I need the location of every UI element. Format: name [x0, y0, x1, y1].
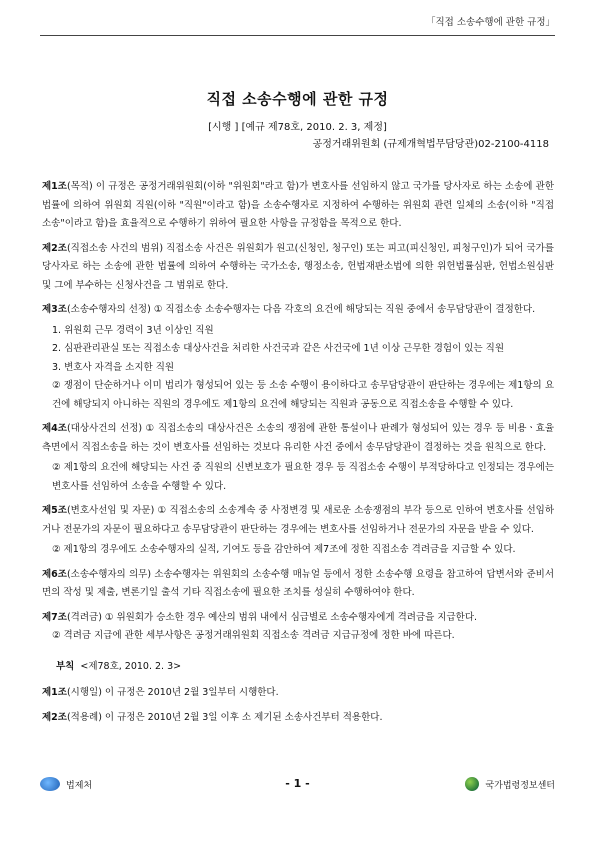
article-label: 제1조 [42, 687, 67, 698]
article-4 [42, 420, 554, 457]
article-item: ② 제1항의 경우에도 소송수행자의 실적, 기여도 등을 감안하여 제7조에 정한 직접소송 격려금을 지급할 수 있다. [52, 544, 516, 555]
running-header: 「직접 소송수행에 관한 규정」 [425, 17, 555, 28]
article-text: (목적) 이 규정은 공정거래위원회(이하 "위원회"라고 함)가 변호사를 선임하지 않고 국가를 당사자로 하는 소송에 관한 법률에 의하여 위원회 직원(이하 "직원"이라고 함)을 소송수행자로 지정하여 수행하는 위원회 관련 일체의 소송(이하 "직접소송"이라고 함)을 효율적으로 수행하기 위하여 필요한 사항을 규정함을 목적으로 한다. [42, 181, 554, 229]
article-label: 제1조 [42, 181, 67, 192]
addenda-article-1 [42, 684, 554, 703]
article-text: (시행일) 이 규정은 2010년 2월 3일부터 시행한다. [66, 687, 279, 698]
article-7-items [42, 627, 554, 646]
article-5-items [42, 541, 554, 560]
article-item: 3. 변호사 자격을 소지한 직원 [52, 361, 175, 373]
addenda-article-2 [42, 709, 554, 728]
article-item: 1. 위원회 근무 경력이 3년 이상인 직원 [52, 324, 214, 336]
article-item: ② 격려금 지급에 관한 세부사항은 공정거래위원회 직접소송 격려금 지급규정에 정한 바에 따른다. [52, 630, 455, 641]
footer-source-name: 국가법령정보센터 [485, 780, 555, 791]
article-text: (소송수행자의 선정) ① 직접소송 소송수행자는 다음 각호의 요건에 해당되는 직원 중에서 송무담당관이 결정한다. [66, 304, 536, 315]
article-3-items [42, 322, 554, 415]
regulation-body [42, 178, 554, 733]
article-3 [42, 301, 554, 320]
footer-source [465, 777, 555, 791]
responsible-agency: 공정거래위원회 (규제개혁법무담당관)02-2100-4118 [312, 139, 549, 150]
article-text: (소송수행자의 의무) 소송수행자는 위원회의 소송수행 매뉴얼 등에서 정한 소송수행 요령을 참고하여 답변서와 준비서면의 작성 및 제출, 변론기일 출석 기타 직접소송에 필요한 조치를 성실히 수행하여야 한다. [42, 568, 554, 598]
article-4-items [42, 459, 554, 496]
addenda-title: 부칙 [56, 660, 75, 672]
article-2 [42, 240, 554, 296]
addenda-note: <제78호, 2010. 2. 3> [80, 660, 182, 672]
article-item: 2. 심판관리관실 또는 직접소송 대상사건을 처리한 사건국과 같은 사건국에 1년 이상 근무한 경험이 있는 직원 [52, 343, 504, 354]
article-text: (직접소송 사건의 범위) 직접소송 사건은 위원회가 원고(신청인, 청구인) 또는 피고(피신청인, 피청구인)가 되어 국가를 당사자로 하는 소송에 관한 법률에 의하여 수행하는 국가소송, 행정소송, 헌법재판소법에 의한 위헌법률심판, 헌법소원심판 및 그에 부수하는 신청사건을 그 범위로 한다. [42, 242, 554, 291]
article-7 [42, 609, 554, 628]
article-label: 제2조 [42, 242, 67, 254]
article-label: 제4조 [42, 423, 67, 434]
article-6 [42, 566, 554, 603]
globe-logo-icon [465, 777, 479, 791]
enactment-info: [시행 ] [예규 제78호, 2010. 2. 3, 제정] [208, 122, 387, 133]
article-1 [42, 178, 554, 234]
article-label: 제3조 [42, 304, 67, 315]
article-label: 제2조 [42, 711, 67, 723]
article-text: (격려금) ① 위원회가 승소한 경우 예산의 범위 내에서 심급별로 소송수행자에게 격려금을 지급한다. [66, 611, 478, 623]
addenda-heading [56, 658, 554, 677]
article-label: 제6조 [42, 568, 67, 580]
article-item: ② 쟁점이 단순하거나 이미 법리가 형성되어 있는 등 소송 수행이 용이하다고 송무담당관이 판단하는 경우에는 제1항의 요건에 해당되지 아니하는 직원의 경우에도 제1항의 요건에 해당되는 직원과 공동으로 직접소송을 수행할 수 있다. [52, 380, 554, 410]
article-text: (변호사선임 및 자문) ① 직접소송의 소송계속 중 사정변경 및 새로운 소송쟁점의 부각 등으로 인하여 변호사를 선임하거나 전문가의 자문이 필요하다고 송무담당관이 판단하는 경우에는 변호사를 선임하거나 전문가의 자문을 받을 수 있다. [42, 505, 554, 535]
page-number: - 1 - [285, 777, 310, 790]
article-label: 제7조 [42, 611, 67, 623]
article-text: (대상사건의 선정) ① 직접소송의 대상사건은 소송의 쟁점에 관한 통설이나 판례가 형성되어 있는 경우 등 비용ㆍ효율 측면에서 직접소송을 하는 것이 변호사를 선임하는 것보다 유리한 사건 중에서 송무담당관이 결정하는 것을 원칙으로 한다. [42, 423, 554, 453]
article-5 [42, 502, 554, 539]
document-title: 직접 소송수행에 관한 규정 [206, 90, 389, 108]
header-divider [40, 35, 555, 36]
article-label: 제5조 [42, 505, 67, 516]
article-item: ② 제1항의 요건에 해당되는 사건 중 직원의 신변보호가 필요한 경우 등 직접소송 수행이 부적당하다고 인정되는 경우에는 변호사를 선임하여 소송을 수행할 수 있다. [52, 462, 554, 492]
article-text: (적용례) 이 규정은 2010년 2월 3일 이후 소 제기된 소송사건부터 적용한다. [66, 711, 383, 723]
footer-publisher-name: 법제처 [66, 780, 93, 791]
page-footer [40, 775, 555, 799]
